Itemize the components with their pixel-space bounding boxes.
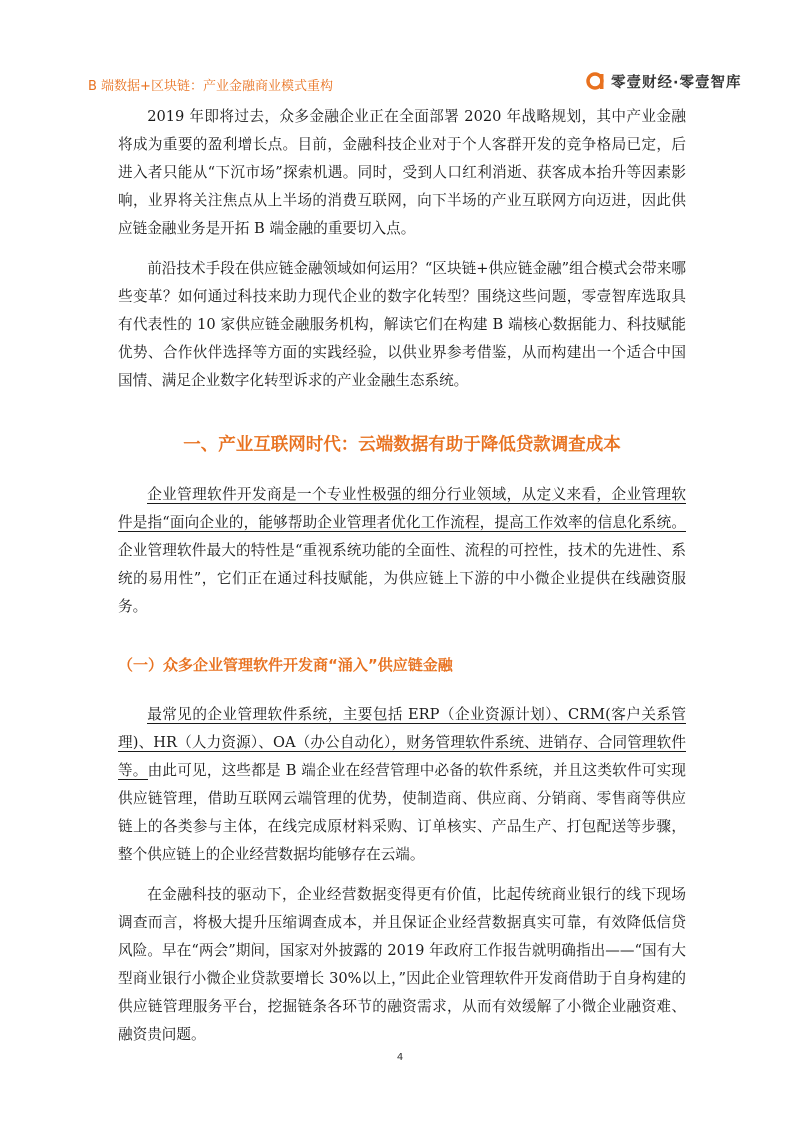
section-heading-1: 一、产业互联网时代：云端数据有助于降低贷款调查成本 xyxy=(183,435,621,455)
paragraph-fintech: 在金融科技的驱动下，企业经营数据变得更有价值，比起传统商业银行的线下现场调查而言，将极大提升压缩调查成本，并且保证企业经营数据真实可靠，有效降低信贷风险。早在“两会”期间，国家对外披露的 2019 年政府工作报告就明确指出——“国有大型商业银行小微企业贷款要增长 30%以上，”因此企业管理软件开发商借助于自身构建的供应链管理服务平台，挖掘链条各环节的融资需求，从而有效缓解了小微企业融资难、融资贵问题。 xyxy=(118,886,686,1043)
brand-logo-icon xyxy=(585,70,607,92)
paragraph-questions: 前沿技术手段在供应链金融领域如何运用？“区块链+供应链金融”组合模式会带来哪些变革？如何通过科技来助力现代企业的数字化转型？围绕这些问题，零壹智库选取具有代表性的 10 家供应链金融服务机构，解读它们在构建 B 端核心数据能力、科技赋能优势、合作伙伴选择等方面的实践经验，以供业界参考借鉴，从而构建出一个适合中国国情、满足企业数字化转型诉求的产业金融生态系统。 xyxy=(118,260,686,389)
definition-continuation: 企业管理软件最大的特性是“重视系统功能的全面性、流程的可控性，技术的先进性、系统的易用性”，它们正在通过科技赋能，为供应链上下游的中小微企业提供在线融资服务。 xyxy=(118,542,686,615)
paragraph-definition xyxy=(118,481,686,621)
header-title: B 端数据+区块链：产业金融商业模式重构 xyxy=(88,79,333,94)
underlined-software-list: 最常见的企业管理软件系统，主要包括 ERP（企业资源计划）、CRM(客户关系管理)、HR（人力资源）、OA（办公自动化），财务管理软件系统、进销存、合同管理软件等。 xyxy=(118,706,686,779)
software-systems-continuation: 由此可见，这些都是 B 端企业在经营管理中必备的软件系统，并且这类软件可实现供应链管理，借助互联网云端管理的优势，使制造商、供应商、分销商、零售商等供应链上的各类参与主体，在线完成原材料采购、订单核实、产品生产、打包配送等步骤，整个供应链上的企业经营数据均能够存在云端。 xyxy=(118,762,686,863)
subsection-heading-1: （一）众多企业管理软件开发商“涌入”供应链金融 xyxy=(118,656,453,674)
paragraph-software-systems xyxy=(118,701,686,869)
brand xyxy=(585,70,742,92)
page-number: 4 xyxy=(396,1052,404,1063)
brand-name: 零壹财经·零壹智库 xyxy=(611,74,742,91)
underlined-definition: 企业管理软件开发商是一个专业性极强的细分行业领域，从定义来看，企业管理软件是指“面向企业的，能够帮助企业管理者优化工作流程，提高工作效率的信息化系统。 xyxy=(118,486,686,531)
document-body xyxy=(118,103,686,1049)
paragraph-intro: 2019 年即将过去，众多金融企业正在全面部署 2020 年战略规划，其中产业金融将成为重要的盈利增长点。目前，金融科技企业对于个人客群开发的竞争格局已定，后进入者只能从“下沉市场”探索机遇。同时，受到人口红利消逝、获客成本抬升等因素影响，业界将关注焦点从上半场的消费互联网，向下半场的产业互联网方向迈进，因此供应链金融业务是开拓 B 端金融的重要切入点。 xyxy=(118,108,686,237)
